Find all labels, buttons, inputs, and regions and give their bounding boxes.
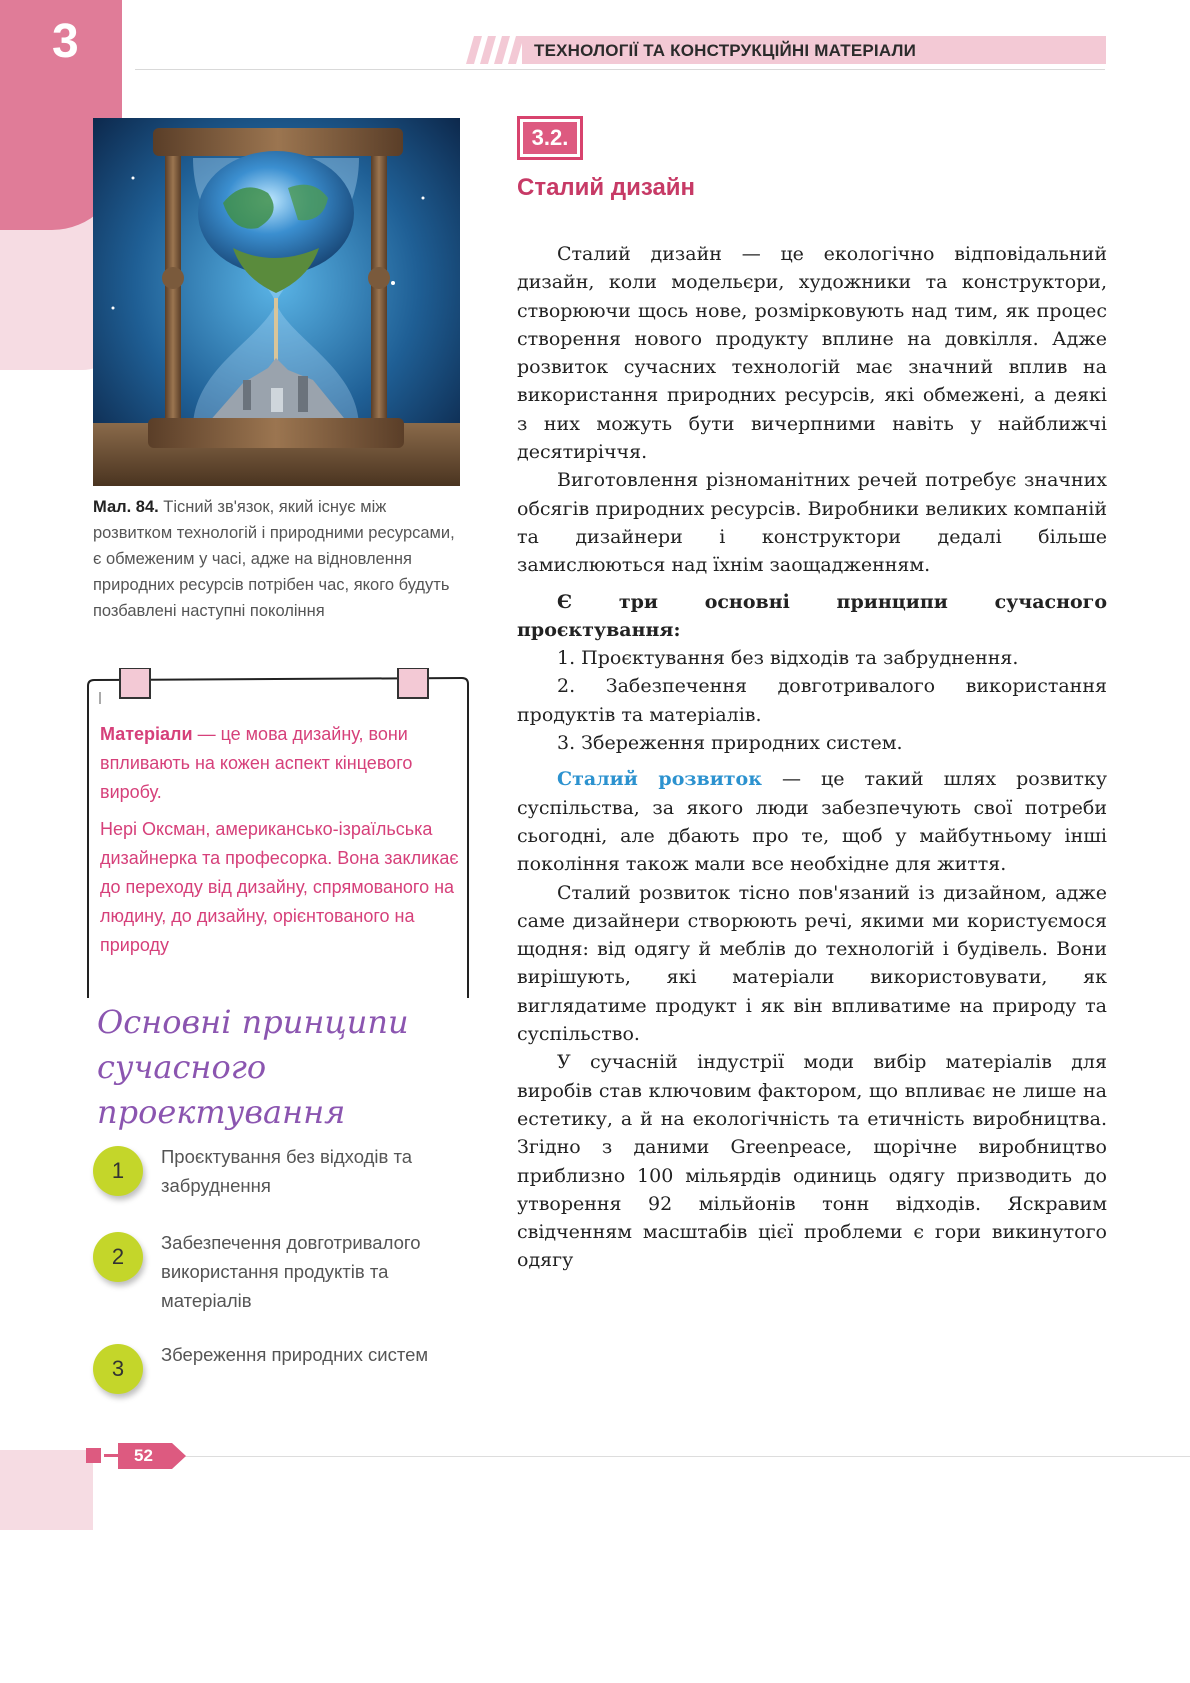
figure-label: Мал. 84. <box>93 498 159 516</box>
body-paragraph: Сталий дизайн — це екологічно відповідальний дизайн, коли модельєри, художники та конструктори, створюючи щось нове, розмірковують над тим, як процес створення нового продукту вплине на довкілля. Адже розвиток сучасних технологій має значний вплив на використання природних ресурсів, які обмежені, а деякі з них можуть бути вичерпними навіть у найближчі десятиріччя. <box>517 243 1107 464</box>
principle-text: Проєктування без відходів та забруднення <box>161 1146 413 1196</box>
section-number: 3.2. <box>523 122 577 154</box>
footer-square-icon <box>86 1448 101 1463</box>
footer-tab <box>0 1450 93 1530</box>
principle-text: Забезпечення довготривалого використання продуктів та матеріалів <box>161 1232 421 1311</box>
list-item: 3. Збереження природних систем. <box>557 732 903 755</box>
body-text <box>517 240 1107 1275</box>
list-item: 1. Проєктування без відходів та забруднення. <box>557 647 1019 670</box>
figure-caption-text: Тісний зв'язок, який існує між розвитком технологій і природними ресурсами, є обмеженим у часі, адже на відновлення природних ресурсів потрібен час, якого будуть позбавлені наступні покоління <box>93 498 455 620</box>
principle-number-badge: 1 <box>93 1146 143 1196</box>
principle-item <box>93 1146 473 1226</box>
body-paragraph-bold: Є три основні принципи сучасного проєктування: <box>517 590 1107 641</box>
note-definition-text: — це мова дизайну, вони впливають на кожен аспект кінцевого виробу. <box>100 724 413 802</box>
note-definition <box>100 720 462 807</box>
note-term: Матеріали <box>100 724 193 744</box>
hourglass-illustration <box>93 118 460 486</box>
principle-number-badge: 2 <box>93 1232 143 1282</box>
principle-text: Збереження природних систем <box>161 1344 429 1365</box>
term-highlight: Сталий розвиток <box>557 768 762 791</box>
principle-number-badge: 3 <box>93 1344 143 1394</box>
figure-caption <box>93 494 463 624</box>
body-paragraph: У сучасній індустрії моди вибір матеріалів для виробів став ключовим фактором, що впливає не лише на естетику, а й на екологічність та етичність виробництва. Згідно з даними Greenpeace, щорічне виробництво приблизно 100 мільярдів одиниць одягу призводить до утворення 92 мільйонів тонн відходів. Яскравим свідченням масштабів цієї проблеми є гори викинутого одягу <box>517 1051 1107 1272</box>
section-title: Сталий дизайн <box>517 174 696 201</box>
principle-item <box>93 1232 473 1312</box>
body-paragraph: Виготовлення різноманітних речей потребує значних обсягів природних ресурсів. Виробники великих компаній та дизайнери і конструктори дедалі більше замислюються над їхнім заощадженням. <box>517 469 1107 577</box>
chapter-number: 3 <box>52 15 79 68</box>
footer-divider <box>180 1456 1190 1457</box>
list-item: 2. Забезпечення довготривалого використання продуктів та матеріалів. <box>517 675 1107 726</box>
page-number: 52 <box>134 1446 153 1465</box>
body-paragraph: Сталий розвиток тісно пов'язаний із дизайном, адже саме дизайнери створюють речі, якими ми користуємося щодня: від одягу й меблів до технологій і будівель. Вони вирішують, які матеріали використовувати, як виглядатиме продукт і як він впливатиме на природу та суспільство. <box>517 881 1107 1046</box>
footer-dash-icon <box>104 1454 118 1457</box>
term-definition: — це такий шлях розвитку суспільства, за якого люди забезпечують свої потреби сьогодні, але дбають про те, щоб у майбутньому інші покоління також мали все необхідне для життя. <box>517 768 1107 876</box>
header-title: ТЕХНОЛОГІЇ ТА КОНСТРУКЦІЙНІ МАТЕРІАЛИ <box>534 41 917 60</box>
section-number-badge <box>517 116 583 160</box>
principles-title: Основні принципи сучасного проектування <box>97 1003 409 1131</box>
header-divider <box>135 69 1105 70</box>
note-quote: Нері Оксман, американсько-ізраїльська дизайнерка та професорка. Вона закликає до переходу від дизайну, спрямованого на людину, до дизайну, орієнтованого на природу <box>100 819 459 955</box>
principle-item <box>93 1344 473 1424</box>
body-paragraph <box>517 765 1107 878</box>
note-text <box>100 720 462 968</box>
running-header <box>466 36 1106 64</box>
definition-note-card <box>86 668 470 998</box>
